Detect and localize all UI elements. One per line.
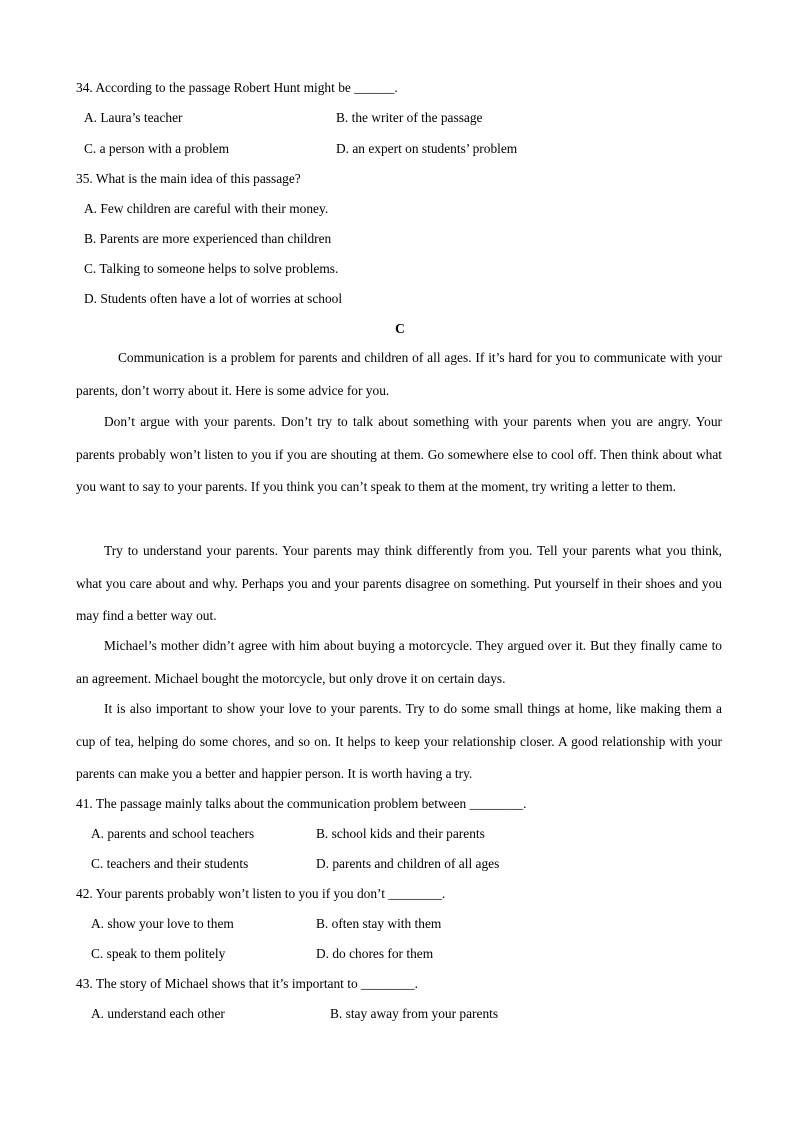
q35-option-d: D. Students often have a lot of worries at school — [84, 291, 343, 306]
q34-option-a: A. Laura’s teacher — [84, 110, 183, 125]
q34-option-d: D. an expert on students’ problem — [336, 141, 518, 156]
q42-option-b: B. often stay with them — [316, 916, 442, 931]
question-43: 43. The story of Michael shows that it’s important to ________. — [76, 976, 418, 991]
q43-option-b: B. stay away from your parents — [330, 1006, 499, 1021]
passage-paragraph-2: Don’t argue with your parents. Don’t try to talk about something with your parents when you are angry. Your parents probably won’t listen to you if you are shouting at them. Go somewhere else to cool off. Then think about what you want to say to your parents. If you think you can’t speak to them at the moment, try writing a letter to them. — [76, 414, 722, 495]
passage-paragraph-3: Try to understand your parents. Your parents may think differently from you. Tell your parents what you think, what you care about and why. Perhaps you and your parents disagree on something. Put yourself in their shoes and you may find a better way out. — [76, 543, 722, 624]
q41-option-c: C. teachers and their students — [91, 856, 249, 871]
section-title: C — [395, 321, 405, 336]
q43-option-a: A. understand each other — [91, 1006, 225, 1021]
q42-option-a: A. show your love to them — [91, 916, 234, 931]
q35-option-b: B. Parents are more experienced than children — [84, 231, 332, 246]
q41-option-d: D. parents and children of all ages — [316, 856, 500, 871]
question-42: 42. Your parents probably won’t listen to you if you don’t ________. — [76, 886, 446, 901]
question-35: 35. What is the main idea of this passage? — [76, 171, 301, 186]
q35-option-c: C. Talking to someone helps to solve problems. — [84, 261, 339, 276]
q41-option-a: A. parents and school teachers — [91, 826, 255, 841]
question-34: 34. According to the passage Robert Hunt might be ______. — [76, 80, 398, 95]
q35-option-a: A. Few children are careful with their money. — [84, 201, 329, 216]
passage-paragraph-1: Communication is a problem for parents and children of all ages. If it’s hard for you to communicate with your parents, don’t worry about it. Here is some advice for you. — [76, 350, 722, 398]
passage-paragraph-5: It is also important to show your love to your parents. Try to do some small things at home, like making them a cup of tea, helping do some chores, and so on. It helps to keep your relationship closer. A good relationship with your parents can make you a better and happier person. It is worth having a try. — [76, 701, 722, 782]
question-41: 41. The passage mainly talks about the communication problem between ________. — [76, 796, 527, 811]
q42-option-c: C. speak to them politely — [91, 946, 226, 961]
q41-option-b: B. school kids and their parents — [316, 826, 485, 841]
passage-paragraph-4: Michael’s mother didn’t agree with him about buying a motorcycle. They argued over it. But they finally came to an agreement. Michael bought the motorcycle, but only drove it on certain days. — [76, 638, 722, 686]
q42-option-d: D. do chores for them — [316, 946, 434, 961]
q34-option-c: C. a person with a problem — [84, 141, 230, 156]
q34-option-b: B. the writer of the passage — [336, 110, 483, 125]
